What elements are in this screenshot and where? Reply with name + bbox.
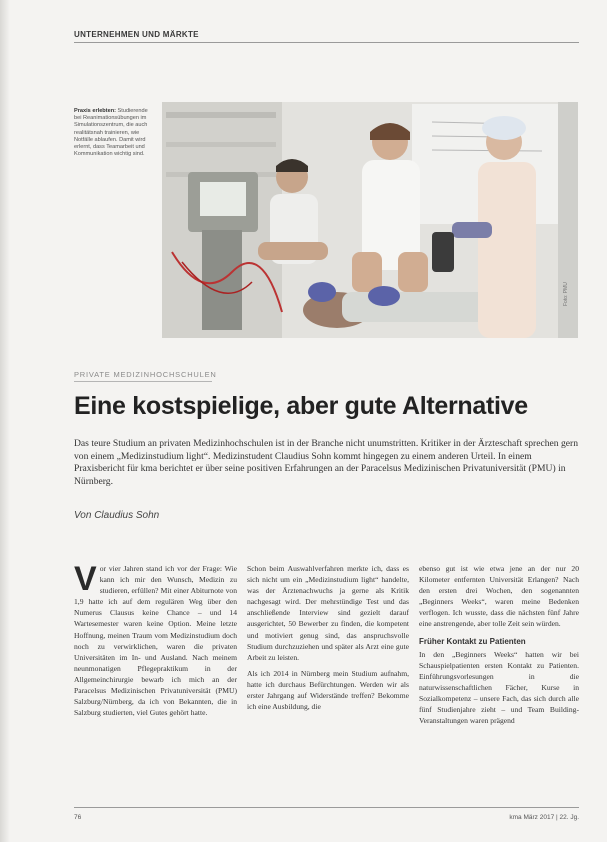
article-lead: Das teure Studium an privaten Medizinhochschulen ist in der Branche nicht unumstritten. Kritiker in der Ärzteschaft sprechen gern von einem „Medizinstudium light“. Medizinstudent Claudius Sohn kommt hingegen zu einem anderen Urteil. In einem Praxisbericht für kma berichtet er über seine positiven Erfahrungen an der Paracelsus Medizinischen Privatuniversität (PMU) in Nürnberg. [74,438,579,487]
column-1-paragraph [74,560,237,718]
article-column-2 [247,563,409,717]
column-2-paragraph-1: Schon beim Auswahlverfahren merkte ich, dass es sich nicht um ein „Medizinstudium light“ handelte, was der Ärztenachwuchs ja gerne als Kritik nachgesagt wird. Der mehrstündige Test und das anschließende Interview sind gezielt darauf ausgerichtet, 50 Bewerber zu finden, die kompetent und motiviert genug sind, das anspruchsvolle Studium durchzuziehen und später als Arzt eine gute Arbeit zu leisten. [247,564,409,662]
section-label: UNTERNEHMEN UND MÄRKTE [74,30,199,39]
page-number: 76 [74,814,82,821]
article-kicker: PRIVATE MEDIZINHOCHSCHULEN [74,370,217,379]
column-3-subhead: Früher Kontakt zu Patienten [419,636,526,646]
column-3-paragraph-2: In den „Beginners Weeks“ hatten wir bei Schauspielpatienten ersten Kontakt zu Patienten. Einführungsvorlesungen in die naturwissenschaftlichen Fächer, Kurse in Sozialkompetenz – unsere Fach, das sich durch alle fünf Studienjahre zieht – und Team Building-Veranstaltungen waren prägend [419,649,579,726]
column-2-paragraph-2: Als ich 2014 in Nürnberg mein Studium aufnahm, hatte ich durchaus Befürchtungen. Werden wir als erster Jahrgang auf Widerstände treffen? Bekomme ich eine Ausbildung, die [247,668,409,712]
caption-lead: Praxis erlebten: [74,108,116,114]
column-3-paragraph-1: ebenso gut ist wie etwa jene an der nur 20 Kilometer entfernten Universität Erlangen? Nach den ersten drei Wochen, den sogenannten „Beginners Weeks“, waren meine Bedenken verflogen. Ich wusste, dass die nächsten fünf Jahre eine anstrengende, aber tolle Zeit sein würden. [419,564,579,629]
photo-credit: Foto: PMU [563,282,569,306]
top-rule [74,42,579,43]
article-photo [162,102,578,338]
simulation-training-illustration [162,102,578,338]
article-headline: Eine kostspielige, aber gute Alternative [74,392,528,420]
article-column-1 [74,560,237,723]
photo-caption [74,108,156,158]
drop-cap: V [74,560,97,598]
bottom-rule [74,807,579,808]
magazine-issue: kma März 2017 | 22. Jg. [509,814,579,821]
article-byline: Von Claudius Sohn [74,510,160,521]
column-1-text: or vier Jahren stand ich vor der Frage: Wie kann ich mir den Wunsch, Medizin zu studieren, erfüllen? Mit einer Abiturnote von 1,9 hatte ich auf dem regulären Weg über den Numerus Clausus keine Chance – und 14 Wartesemester waren keine Option. Meine letzte Hoffnung, meinen Traum vom Medizinstudium doch noch zu verwirklichen, waren die privaten Universitäten im In- und Ausland. Nach meinem neunmonatigen Pflegepraktikum in der Allgemeinchirurgie bewarb ich mich an der Paracelsus Medizinischen Privatuniversität (PMU) Salzburg/Nürnberg, da ich von Bekannten, die in Salzburg studierten, viel Gutes gehört hatte. [74,564,237,718]
page-gutter-shadow [0,0,10,842]
kicker-underline [74,381,212,382]
article-column-3 [419,563,579,731]
caption-text: Studierende bei Reanimationsübungen im Simulationszentrum, die auch realitätsnah trainieren, wie Notfälle ablaufen. Damit wird erlernt, dass Teamarbeit und Kommunikation wichtig sind. [74,108,148,158]
